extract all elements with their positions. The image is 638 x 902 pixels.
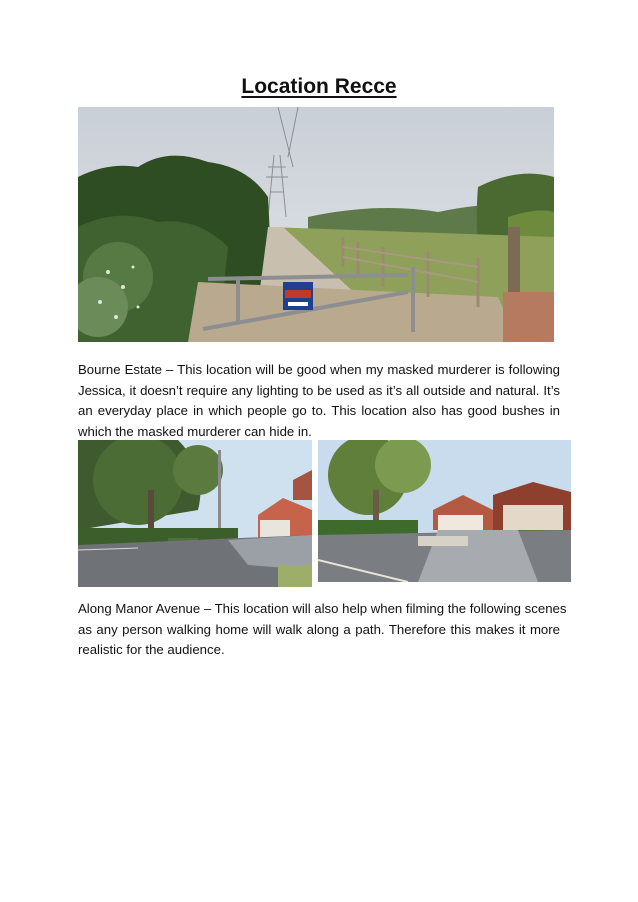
page-title: Location Recce — [241, 75, 397, 98]
paragraph-manor-avenue — [78, 599, 567, 661]
text-line: which the masked murderer can hide in. — [78, 423, 312, 439]
text-line: Jessica, it doesn’t require any lighting to be used as it’s all outside and natural. It’s — [78, 382, 560, 398]
text-line: Along Manor Avenue – This location will also help when filming the following scenes — [78, 601, 567, 616]
manor-avenue-photo-right — [318, 440, 571, 582]
text-line: Bourne Estate – This location will be good when my masked murderer is following — [78, 362, 560, 377]
bourne-estate-photo — [78, 107, 554, 342]
manor-avenue-photo-left — [78, 440, 312, 587]
text-line: realistic for the audience. — [78, 642, 225, 657]
paragraph-bourne-estate — [78, 360, 560, 442]
text-line: as any person walking home will walk along a path. Therefore this makes it more — [78, 621, 560, 637]
text-line: an everyday place in which people go to. This location also has good bushes in — [78, 403, 560, 418]
